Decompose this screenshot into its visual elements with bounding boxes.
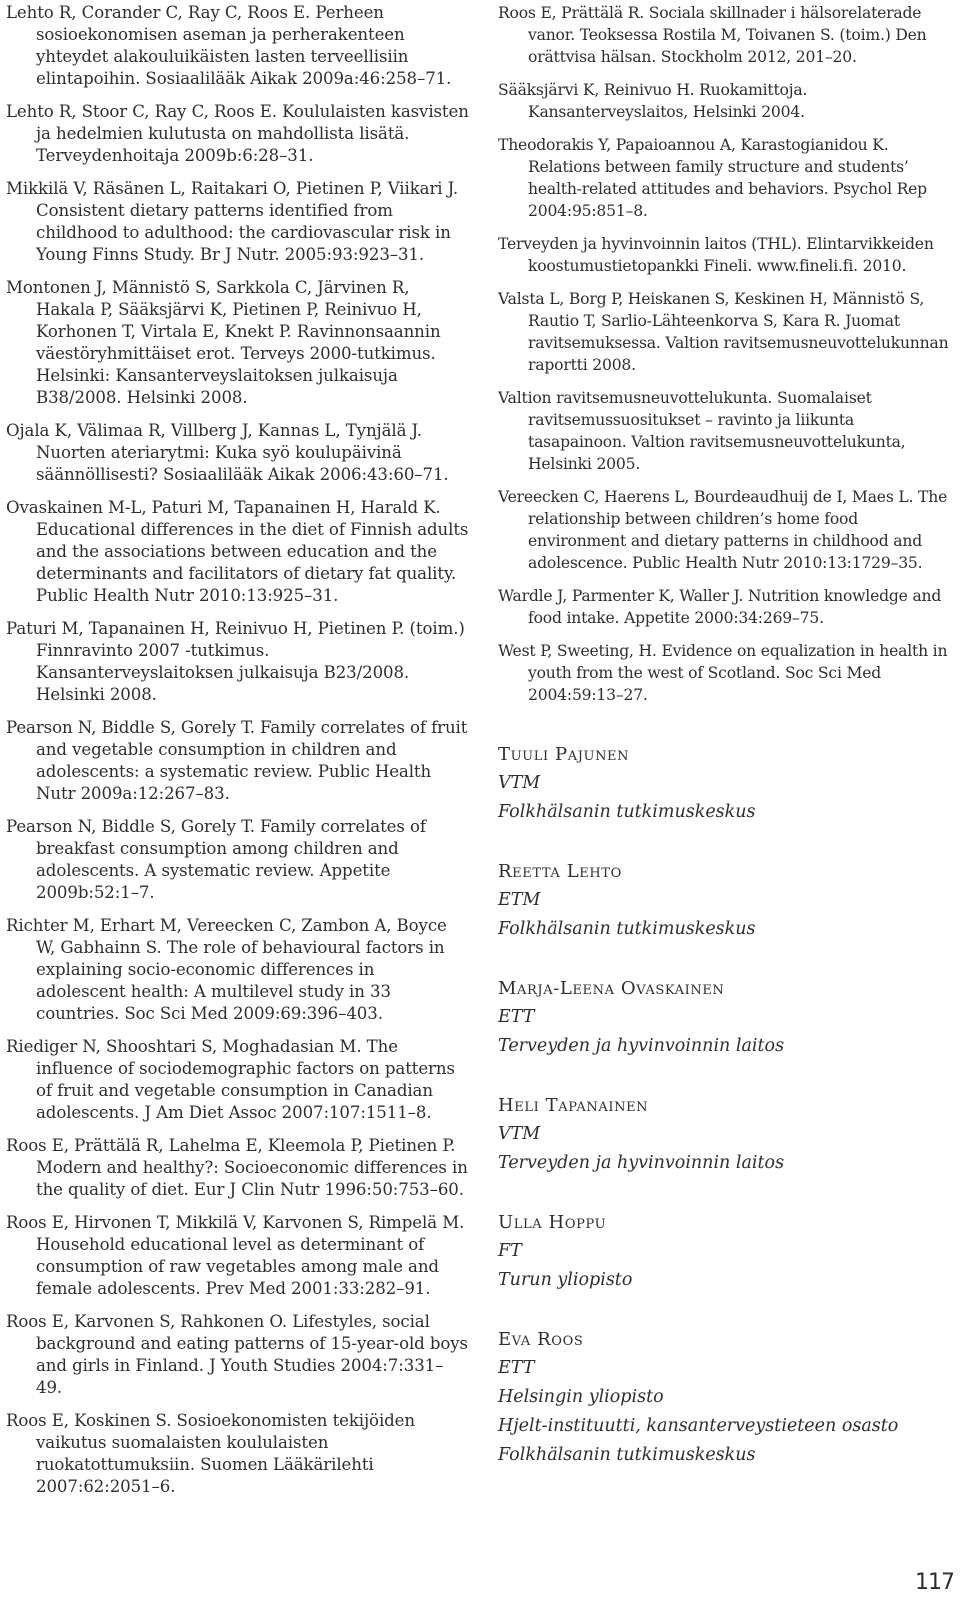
author-affiliation: Terveyden ja hyvinvoinnin laitos — [498, 1153, 785, 1173]
author-affiliation: Folkhälsanin tutkimuskeskus — [498, 802, 756, 822]
author-block — [498, 1325, 950, 1470]
page-number: 117 — [915, 1570, 954, 1595]
reference-entry: Roos E, Karvonen S, Rahkonen O. Lifestyles, social background and eating patterns of 15-year-old boys and girls in Finland. J Youth Studies 2004:7:331–49. — [6, 1312, 468, 1397]
reference-entry: Mikkilä V, Räsänen L, Raitakari O, Pietinen P, Viikari J. Consistent dietary patterns identified from childhood to adulthood: the cardiovascular risk in Young Finns Study. Br J Nutr. 2005:93:923–31. — [6, 179, 459, 264]
reference-entry: Lehto R, Corander C, Ray C, Roos E. Perheen sosioekonomisen aseman ja perherakenteen yhteydet alakouluikäisten lasten terveellisiin elintapoihin. Sosiaalilääk Aikak 2009a:46:258–71. — [6, 3, 452, 88]
author-name: Heli Tapanainen — [498, 1095, 649, 1116]
reference-entry: Paturi M, Tapanainen H, Reinivuo H, Pietinen P. (toim.) Finnravinto 2007 -tutkimus. Kansanterveyslaitoksen julkaisuja B23/2008. Helsinki 2008. — [6, 619, 465, 704]
reference-entry: Pearson N, Biddle S, Gorely T. Family correlates of breakfast consumption among children and adolescents. A systematic review. Appetite 2009b:52:1–7. — [6, 817, 426, 902]
author-block — [498, 740, 950, 827]
reference-entry: Riediger N, Shooshtari S, Moghadasian M. The influence of sociodemographic factors on patterns of fruit and vegetable consumption in Canadian adolescents. J Am Diet Assoc 2007:107:1511–8. — [6, 1037, 455, 1122]
author-degree: ETT — [498, 1007, 535, 1027]
author-degree: VTM — [498, 773, 541, 793]
reference-entry: Richter M, Erhart M, Vereecken C, Zambon A, Boyce W, Gabhainn S. The role of behavioural factors in explaining socio-economic differences in adolescent health: A multilevel study in 33 countries. Soc Sci Med 2009:69:396–403. — [6, 916, 447, 1023]
reference-entry: Ovaskainen M-L, Paturi M, Tapanainen H, Harald K. Educational differences in the diet of Finnish adults and the associations between education and the determinants and facilitators of dietary fat quality. Public Health Nutr 2010:13:925–31. — [6, 498, 469, 605]
author-block — [498, 1091, 950, 1178]
author-degree: ETM — [498, 890, 541, 910]
author-block — [498, 1208, 950, 1295]
reference-entry: Roos E, Prättälä R, Lahelma E, Kleemola P, Pietinen P. Modern and healthy?: Socioeconomic differences in the quality of diet. Eur J Clin Nutr 1996:50:753–60. — [6, 1136, 468, 1199]
author-affiliation: Folkhälsanin tutkimuskeskus — [498, 919, 756, 939]
reference-entry: Sääksjärvi K, Reinivuo H. Ruokamittoja. Kansanterveyslaitos, Helsinki 2004. — [498, 81, 808, 121]
references-right-column — [498, 2, 950, 1500]
references-left-column — [6, 2, 469, 1509]
author-degree: ETT — [498, 1358, 535, 1378]
reference-entry: West P, Sweeting, H. Evidence on equalization in health in youth from the west of Scotland. Soc Sci Med 2004:59:13–27. — [498, 642, 948, 704]
author-degree: FT — [498, 1241, 522, 1261]
author-name: Marja-Leena Ovaskainen — [498, 978, 725, 999]
author-list — [498, 740, 950, 1470]
reference-entry: Valsta L, Borg P, Heiskanen S, Keskinen H, Männistö S, Rautio T, Sarlio-Lähteenkorva S, Kara R. Juomat ravitsemuksessa. Valtion ravitsemusneuvottelukunnan raportti 2008. — [498, 290, 949, 374]
author-block — [498, 857, 950, 944]
reference-entry: Terveyden ja hyvinvoinnin laitos (THL). Elintarvikkeiden koostumustietopankki Fineli. www.fineli.fi. 2010. — [498, 235, 934, 275]
reference-entry: Lehto R, Stoor C, Ray C, Roos E. Koululaisten kasvisten ja hedelmien kulutusta on mahdollista lisätä. Terveydenhoitaja 2009b:6:28–31. — [6, 102, 469, 165]
author-affiliation: Terveyden ja hyvinvoinnin laitos — [498, 1036, 785, 1056]
author-name: Eva Roos — [498, 1329, 584, 1350]
author-name: Reetta Lehto — [498, 861, 622, 882]
author-degree: VTM — [498, 1124, 541, 1144]
reference-entry: Roos E, Hirvonen T, Mikkilä V, Karvonen S, Rimpelä M. Household educational level as determinant of consumption of raw vegetables among male and female adolescents. Prev Med 2001:33:282–91. — [6, 1213, 465, 1298]
reference-entry: Roos E, Koskinen S. Sosioekonomisten tekijöiden vaikutus suomalaisten koululaisten ruokatottumuksiin. Suomen Lääkärilehti 2007:62:2051–6. — [6, 1411, 415, 1496]
reference-entry: Vereecken C, Haerens L, Bourdeaudhuij de I, Maes L. The relationship between children’s home food environment and dietary patterns in childhood and adolescence. Public Health Nutr 2010:13:1729–35. — [498, 488, 948, 572]
reference-entry: Theodorakis Y, Papaioannou A, Karastogianidou K. Relations between family structure and students’ health-related attitudes and behaviors. Psychol Rep 2004:95:851–8. — [498, 136, 927, 220]
author-block — [498, 974, 950, 1061]
author-name: Ulla Hoppu — [498, 1212, 607, 1233]
reference-entry: Montonen J, Männistö S, Sarkkola C, Järvinen R, Hakala P, Sääksjärvi K, Pietinen P, Reinivuo H, Korhonen T, Virtala E, Knekt P. Ravinnonsaannin väestöryhmittäiset erot. Terveys 2000-tutkimus. Helsinki: Kansanterveyslaitoksen julkaisuja B38/2008. Helsinki 2008. — [6, 278, 441, 407]
reference-entry: Wardle J, Parmenter K, Waller J. Nutrition knowledge and food intake. Appetite 2000:34:269–75. — [498, 587, 942, 627]
reference-entry: Ojala K, Välimaa R, Villberg J, Kannas L, Tynjälä J. Nuorten ateriarytmi: Kuka syö koulupäivinä säännöllisesti? Sosiaalilääk Aikak 2006:43:60–71. — [6, 421, 449, 484]
reference-entry: Valtion ravitsemusneuvottelukunta. Suomalaiset ravitsemussuositukset – ravinto ja liikunta tasapainoon. Valtion ravitsemusneuvottelukunta, Helsinki 2005. — [498, 389, 906, 473]
author-name: Tuuli Pajunen — [498, 744, 630, 765]
author-affiliation: Helsingin yliopisto — [498, 1387, 664, 1407]
author-affiliation: Hjelt-instituutti, kansanterveystieteen osasto — [498, 1416, 899, 1436]
author-affiliation: Folkhälsanin tutkimuskeskus — [498, 1445, 756, 1465]
reference-entry: Roos E, Prättälä R. Sociala skillnader i hälsorelaterade vanor. Teoksessa Rostila M, Toivanen S. (toim.) Den orättvisa hälsan. Stockholm 2012, 201–20. — [498, 4, 927, 66]
reference-entry: Pearson N, Biddle S, Gorely T. Family correlates of fruit and vegetable consumption in children and adolescents: a systematic review. Public Health Nutr 2009a:12:267–83. — [6, 718, 468, 803]
author-affiliation: Turun yliopisto — [498, 1270, 633, 1290]
